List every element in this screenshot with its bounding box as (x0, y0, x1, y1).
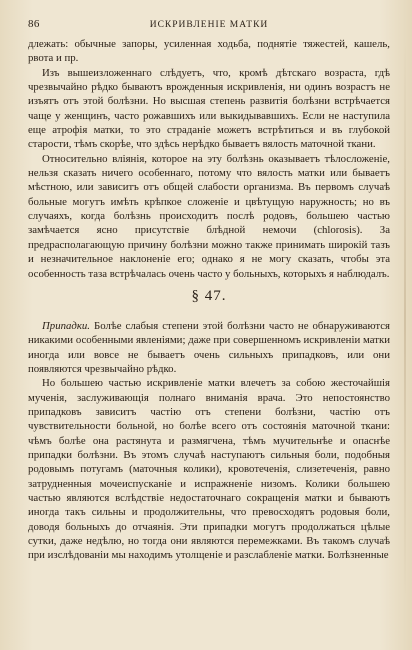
paragraph-symptoms (28, 319, 390, 376)
body-text (28, 37, 390, 563)
paragraph-text: Болѣе слабыя степени этой болѣзни часто не обнаруживаются никакими особенными явленіями; даже при совершенномъ искривленіи матки иногда или вовсе не бываетъ очень сильныхъ припадковъ, или они появляются чрезвычайно рѣдко. (28, 319, 390, 375)
paragraph-subheading: Припадки. (42, 319, 91, 332)
running-title: ИСКРИВЛЕНІЕ МАТКИ (149, 20, 269, 30)
page-number: 86 (28, 18, 40, 30)
paragraph: Относительно вліянія, которое на эту болѣзнь оказываетъ тѣлосложеніе, нельзя сказать ничего особеннаго, потому что вялость матки или бываетъ мѣстною, или зависитъ отъ общей слабости организма. Въ первомъ случаѣ больные могутъ имѣть крѣпкое сложеніе и цвѣтущую наружность; но въ случаяхъ, когда болѣзнь происходитъ послѣ родовъ, большею частью замѣчается ясно присутствіе блѣдной немочи (chlorosis). За предрасполагающую причину болѣзни можно также принимать широкій тазъ и незначительное наклоненіе его; однако я не могу сказать, чтобы эта особенность таза встрѣчалась очень часто у больныхъ, которыхъ я наблюдалъ. (28, 152, 390, 280)
page-edge-shadow (404, 40, 406, 600)
section-heading: § 47. (191, 287, 227, 304)
paragraph-continued: длежать: обычные запоры, усиленная ходьба, поднятіе тяжестей, кашель, рвота и пр. (28, 38, 390, 65)
running-head (28, 18, 390, 34)
paragraph: Но большею частью искривленіе матки влечетъ за собою жесточайшія мученія, заслуживающія полнаго вниманія врача. Это непостоянство припадковъ зависитъ частію отъ степени болѣзни, частію отъ чувствительности больной, но болѣе всего отъ состоянія маточной ткани: чѣмъ болѣе она растянута и размягчена, тѣмъ мучительнѣе и опаснѣе припадки болѣзни. Въ этомъ случаѣ наступаютъ сильныя боли, подобныя родовымъ потугамъ (маточныя колики), кровотеченія, слизетеченія, равно затрудненныя мочеиспусканіе и испражненіе низомъ. Колики большею частью являются вслѣдствіе недостаточнаго сокращенія матки и бываютъ иногда такъ сильны и продолжительны, что превосходятъ родовыя боли, доводя больныхъ до отчаянія. Эти припадки могутъ продолжаться цѣлые сутки, даже недѣлю, но тогда они являются перемежками. Въ такомъ случаѣ при изслѣдованіи мы находимъ утолщеніе и разслабленіе матки. Болѣзненные (28, 377, 390, 562)
paragraph: Изъ вышеизложеннаго слѣдуетъ, что, кромѣ дѣтскаго возраста, гдѣ чрезвычайно рѣдко бываютъ врожденныя искривленія, ни одинъ возрастъ не изъятъ отъ этой болѣзни. Но высшая степень развитія болѣзни встрѣчается чаще у женщинъ, часто рожавшихъ или выкидывавшихъ. Если не наступила еще атрофія матки, то это страданіе можетъ встрѣтиться и въ глубокой старости, тѣмъ скорѣе, что здѣсь нерѣдко бываетъ вялость маточной ткани. (28, 66, 390, 151)
